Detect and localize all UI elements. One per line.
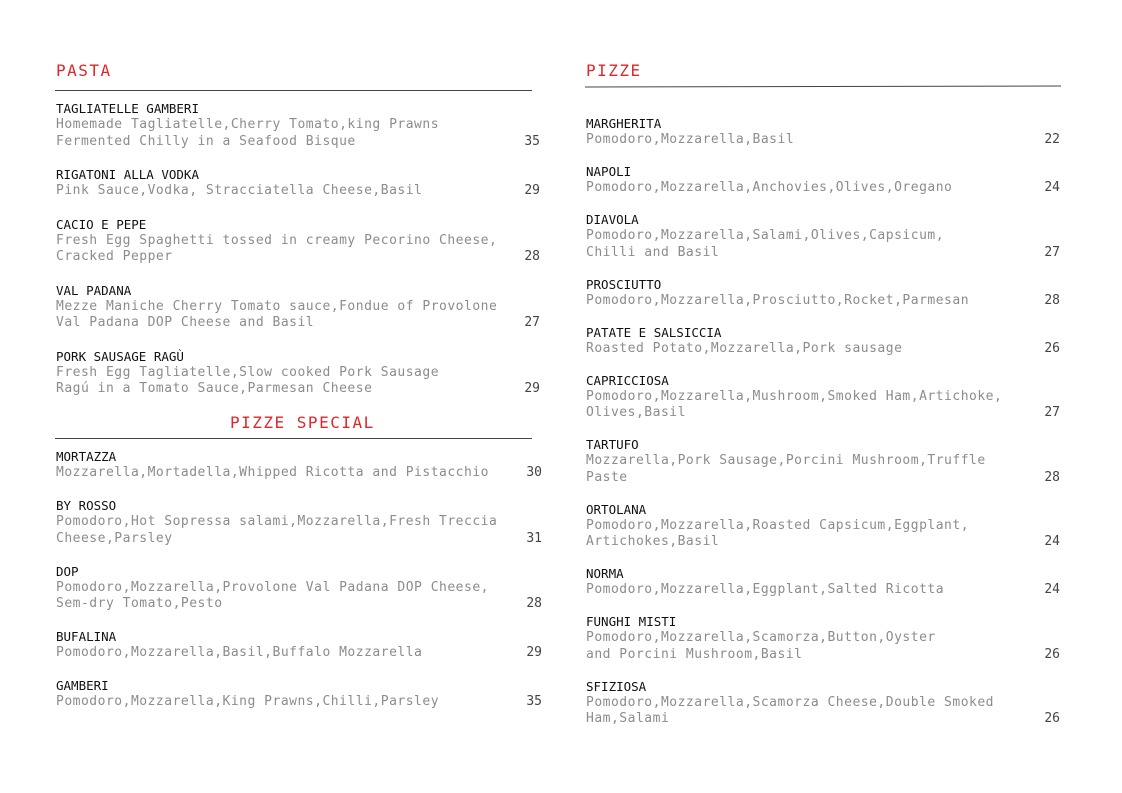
description-line: Fresh Egg Tagliatelle,Slow cooked Pork Sausage xyxy=(56,364,440,380)
menu-item xyxy=(586,373,1060,422)
description-line: Chilli and Basil xyxy=(586,244,720,260)
menu-item-description xyxy=(586,341,1060,358)
menu-item-description xyxy=(586,695,1060,728)
menu-item xyxy=(586,116,1060,149)
description-line: Cheese,Parsley xyxy=(56,530,173,546)
menu-item-price: 29 xyxy=(524,381,540,396)
menu-item-name: GAMBERI xyxy=(56,678,109,693)
menu-item xyxy=(56,167,540,200)
menu-item-price: 24 xyxy=(1044,180,1060,195)
description-line: Pomodoro,Mozzarella,Anchovies,Olives,Oregano xyxy=(586,180,953,195)
menu-item xyxy=(586,277,1060,310)
menu-item-price: 31 xyxy=(526,530,542,546)
description-line: Mezze Maniche Cherry Tomato sauce,Fondue of Provolone xyxy=(56,298,498,314)
description-line: Pomodoro,Mozzarella,Basil,Buffalo Mozzarella xyxy=(56,645,423,660)
menu-item xyxy=(56,449,542,482)
description-line: Pomodoro,Hot Sopressa salami,Mozzarella,Fresh Treccia xyxy=(56,514,498,529)
menu-item-price: 24 xyxy=(1044,534,1060,549)
menu-item-description xyxy=(56,233,540,266)
menu-item-price: 26 xyxy=(1044,646,1060,662)
pasta-heading: PASTA xyxy=(56,61,112,80)
menu-item-name: SFIZIOSA xyxy=(586,678,647,694)
menu-item xyxy=(56,564,542,613)
menu-item xyxy=(56,283,540,332)
description-line: Mozzarella,Mortadella,Whipped Ricotta and Pistacchio xyxy=(56,465,489,480)
menu-item-name: NAPOLI xyxy=(586,164,632,179)
menu-item-name: BY ROSSO xyxy=(56,498,117,513)
pizze-divider xyxy=(585,86,1061,88)
description-line: Pomodoro,Mozzarella,Salami,Olives,Capsicum, xyxy=(586,228,945,243)
menu-item xyxy=(56,678,542,711)
menu-item xyxy=(586,437,1060,486)
menu-item-description xyxy=(56,183,540,200)
description-line: Sem-dry Tomato,Pesto xyxy=(56,596,223,611)
description-line: Pomodoro,Mozzarella,Scamorza,Button,Oyster xyxy=(586,630,936,645)
menu-item-name: CAPRICCIOSA xyxy=(586,372,669,388)
menu-item-name: NORMA xyxy=(586,566,624,581)
menu-item-description xyxy=(586,582,1060,599)
description-line: Pomodoro,Mozzarella,Scamorza Cheese,Double Smoked xyxy=(586,694,995,710)
menu-item-price: 22 xyxy=(1044,132,1060,147)
menu-item-price: 29 xyxy=(526,645,542,660)
menu-item-name: DOP xyxy=(56,563,79,579)
menu-item-description xyxy=(586,518,1060,551)
menu-item-price: 28 xyxy=(1044,469,1060,485)
menu-item-price: 30 xyxy=(526,465,542,480)
description-line: Artichokes,Basil xyxy=(586,534,720,549)
description-line: Pomodoro,Mozzarella,Basil xyxy=(586,132,795,147)
menu-item-price: 28 xyxy=(1044,292,1060,308)
menu-item-price: 28 xyxy=(526,596,542,611)
menu-item-name: PATATE E SALSICCIA xyxy=(586,324,722,340)
menu-item xyxy=(56,101,540,150)
description-line: Pomodoro,Mozzarella,Provolone Val Padana DOP Cheese, xyxy=(56,579,489,595)
description-line: Pomodoro,Mozzarella,Mushroom,Smoked Ham,Artichoke, xyxy=(586,388,1003,404)
menu-item-name: ORTOLANA xyxy=(586,501,647,517)
menu-item-name: DIAVOLA xyxy=(586,212,639,227)
pizze-heading: PIZZE xyxy=(586,61,642,80)
menu-item xyxy=(56,349,540,398)
menu-item-name: TARTUFO xyxy=(586,437,639,452)
menu-item-description xyxy=(56,514,542,547)
menu-item-description xyxy=(56,694,542,711)
menu-item-price: 27 xyxy=(1044,244,1060,260)
description-line: Paste xyxy=(586,469,628,485)
description-line: Olives,Basil xyxy=(586,405,686,420)
menu-item-name: BUFALINA xyxy=(56,629,117,644)
menu-item-price: 29 xyxy=(524,183,540,198)
menu-item-price: 35 xyxy=(524,133,540,149)
description-line: Fermented Chilly in a Seafood Bisque xyxy=(56,133,356,149)
description-line: Pomodoro,Mozzarella,King Prawns,Chilli,Parsley xyxy=(56,694,440,709)
pizze-special-list xyxy=(56,449,542,711)
menu-item-name: FUNGHI MISTI xyxy=(586,614,677,629)
menu-item-description xyxy=(586,389,1060,422)
menu-item-description xyxy=(586,293,1060,310)
description-line: Homemade Tagliatelle,Cherry Tomato,king Prawns xyxy=(56,117,440,132)
description-line: Pink Sauce,Vodka, Stracciatella Cheese,Basil xyxy=(56,183,423,198)
menu-item-price: 26 xyxy=(1044,711,1060,726)
menu-item xyxy=(586,212,1060,261)
menu-item xyxy=(56,217,540,266)
description-line: Fresh Egg Spaghetti tossed in creamy Pecorino Cheese, xyxy=(56,232,498,248)
menu-item-name: PORK SAUSAGE RAGÙ xyxy=(56,348,184,364)
menu-item-description xyxy=(586,180,1060,197)
menu-item-description xyxy=(586,453,1060,486)
description-line: and Porcini Mushroom,Basil xyxy=(586,646,803,662)
menu-item-price: 35 xyxy=(526,694,542,709)
menu-item-description xyxy=(56,365,540,398)
menu-item xyxy=(586,566,1060,599)
menu-item-name: RIGATONI ALLA VODKA xyxy=(56,167,199,182)
description-line: Pomodoro,Mozzarella,Eggplant,Salted Ricotta xyxy=(586,582,945,597)
menu-item-price: 27 xyxy=(1044,405,1060,420)
menu-item-description xyxy=(56,117,540,150)
description-line: Ham,Salami xyxy=(586,711,670,726)
menu-item xyxy=(586,614,1060,663)
menu-item xyxy=(586,325,1060,358)
description-line: Pomodoro,Mozzarella,Roasted Capsicum,Eggplant, xyxy=(586,517,970,533)
menu-item-description xyxy=(586,630,1060,663)
menu-item xyxy=(586,502,1060,551)
menu-item-name: CACIO E PEPE xyxy=(56,216,147,232)
menu-item-description xyxy=(56,299,540,332)
menu-item-price: 27 xyxy=(524,315,540,330)
menu-item xyxy=(56,498,542,547)
menu-item-name: TAGLIATELLE GAMBERI xyxy=(56,101,199,116)
description-line: Mozzarella,Pork Sausage,Porcini Mushroom,Truffle xyxy=(586,453,986,468)
pizze-special-divider xyxy=(55,438,532,439)
menu-item-price: 26 xyxy=(1044,340,1060,356)
pasta-list xyxy=(56,101,540,398)
description-line: Pomodoro,Mozzarella,Prosciutto,Rocket,Parmesan xyxy=(586,292,970,308)
pizze-special-heading: PIZZE SPECIAL xyxy=(230,413,375,432)
menu-item-description xyxy=(56,580,542,613)
menu-item-name: PROSCIUTTO xyxy=(586,276,662,292)
menu-item-price: 28 xyxy=(524,249,540,264)
menu-item xyxy=(56,629,542,662)
menu-item-description xyxy=(586,228,1060,261)
pasta-divider xyxy=(55,90,532,91)
menu-item-name: MORTAZZA xyxy=(56,449,117,464)
menu-item-description xyxy=(56,645,542,662)
menu-item-name: MARGHERITA xyxy=(586,116,662,131)
menu-item-price: 24 xyxy=(1044,582,1060,597)
menu-item-name: VAL PADANA xyxy=(56,282,132,298)
menu-item-description xyxy=(56,465,542,482)
menu-item-description xyxy=(586,132,1060,149)
menu-item xyxy=(586,679,1060,728)
description-line: Cracked Pepper xyxy=(56,249,173,264)
description-line: Val Padana DOP Cheese and Basil xyxy=(56,315,315,330)
menu-item xyxy=(586,164,1060,197)
description-line: Roasted Potato,Mozzarella,Pork sausage xyxy=(586,340,903,356)
description-line: Ragú in a Tomato Sauce,Parmesan Cheese xyxy=(56,381,373,396)
pizze-list xyxy=(586,116,1060,728)
